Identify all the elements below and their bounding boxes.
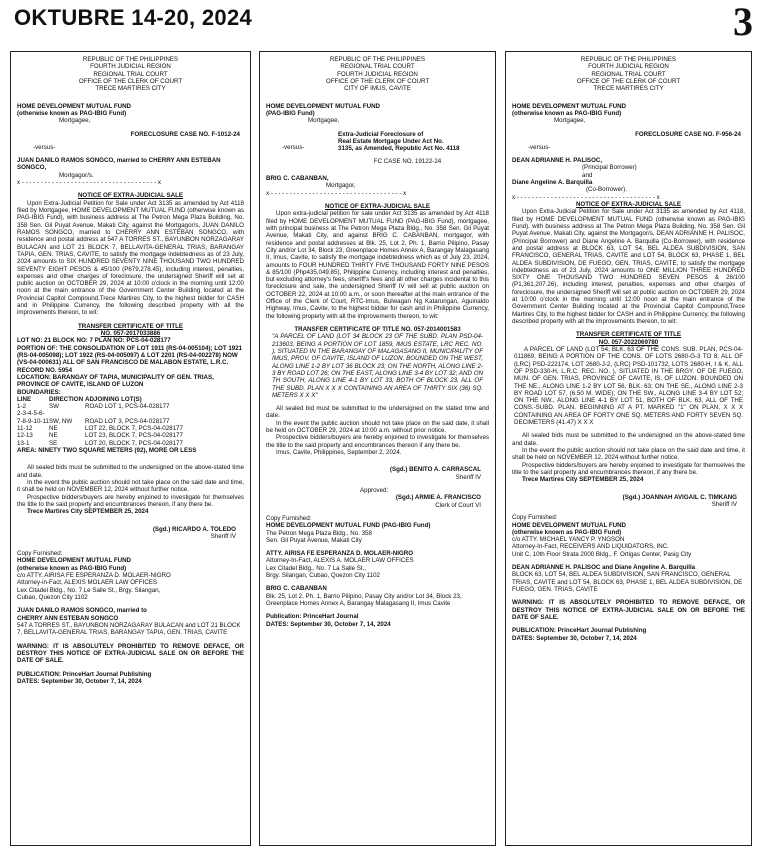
and-label: and: [582, 171, 593, 179]
court-line: REGIONAL TRIAL COURT: [340, 63, 415, 71]
copy-recipient-line: Attorney-in-Fact, ALEXIS MOLAER LAW OFFICES: [17, 579, 158, 587]
closing-paragraph: In the event the public auction should not take place on the said date and time, it shall be held on NOVEMBER 12, 2024 without further notice.: [512, 447, 745, 462]
closing-paragraph: In the event the public auction should not take place on the said date, it shall be held on OCTOBER 29, 2024 at 10:00 a.m. without prior notice.: [266, 419, 489, 435]
plaintiff-name: HOME DEVELOPMENT MUTUAL FUND: [266, 102, 381, 110]
copy-recipient: HOME DEVELOPMENT MUTUAL FUND: [17, 557, 132, 565]
closing-paragraph: In the event the public auction should not take place on the said date and time, it shall be held on NOVEMBER 12, 2024 without further notice.: [17, 478, 244, 494]
table-cell: 1-2: [17, 403, 26, 411]
plaintiff-aka: (otherwise known as PAG-IBIG Fund): [17, 109, 127, 117]
table-header: LINE: [17, 395, 32, 403]
copy-recipient-line: CHERRY ANN ESTEBAN SONGCO: [17, 614, 119, 622]
boundaries-rows: [17, 403, 244, 447]
caption-line: 3135, as Amended, Republic Act No. 4118: [338, 145, 460, 153]
copy-recipient-line: Attorney-In-Fact, RECEIVERS AND LIQUIDATORS, INC.: [512, 543, 669, 551]
closing-paragraph: Prospective bidders/buyers are hereby enjoined to investigate for themselves the title to the said property and encumbrances thereon, if any there be.: [512, 461, 745, 476]
notice-column-1: [10, 51, 251, 846]
court-line: FOURTH JUDICIAL REGION: [90, 63, 171, 71]
page-number: 3: [733, 0, 753, 44]
publication-dates: DATES: September 30, October 7, 14, 2024: [266, 620, 391, 628]
tct-boundaries-label: BOUNDARIES:: [17, 388, 61, 396]
table-cell: ROAD LOT 1, PCS-04-028177: [85, 403, 170, 411]
sheriff-signature: (Sgd.) BENITO A. CARRASCAL: [389, 466, 481, 474]
defendant-name: BRIG C. CABANBAN,: [266, 175, 329, 183]
tct-description: A PARCEL OF LAND (LOT 54, BLK. 63 OF THE CONS. SUB. PLAN, PCS-04-011869, BEING A PORTION OF THE CONS. OF LOTS 2680-G-3 TO 8, ALL OF (LRC) PSD-222174, LOT 2680-J-2, (LRC) PSD-101732, LOTS 2680-H, I & K, ALL OF PSD-330-H, L.R.C. REC. NO. ), SITUATED IN THE BRGY. OF DE FUEGO, MUN. OF GEN. TRIAS, PROVINCE OF CAVITE, IS. OF LUZON. BOUNDED ON THE NE., ALONG LINE 1-2 BY LOT 56, BLK. 63; ON THE SE., ALONG LINE 2-3 BY ROAD LOT 57, (6.50 M. WIDE); ON THE SW., ALONG LINE 3-4 BY LOT 52; ON THE NW., ALONG LINE 4-1 BY LOT 51, BOTH OF BLK. 63, ALL OF THE CONS.-SUBD. PLAN. BEGINNING AT A PT. MARKED "1" ON PLAN, X X X CONTAINING AN AREA OF FORTY ONE SQ. METERS AND FORTY SEVEN SQ. DECIMETERS (41.47) X X X: [514, 345, 743, 427]
tct-title: TRANSFER CERTIFICATE OF TITLE NO. 057-2014001583: [294, 326, 461, 333]
caption-line: Real Estate Mortgage Under Act No.: [338, 137, 444, 145]
court-line: OFFICE OF THE CLERK OF COURT: [78, 77, 183, 85]
defendant-role: Mortgagor/s.: [59, 171, 94, 179]
tct-number: NO. 057-2017033886: [100, 330, 161, 337]
page-header: [0, 0, 763, 44]
closing-paragraph: All sealed bids must be submitted to the undersigned on the above-stated time and date.: [17, 464, 244, 479]
copy-recipient-line: (otherwise known as PAG-IBIG Fund): [17, 564, 127, 572]
copy-recipient: BRIG C. CABANBAN: [266, 585, 327, 593]
publication-label: Publication: PrinceHart Journal: [266, 613, 359, 621]
tct-number: NO. 057-2022069780: [598, 338, 659, 346]
court-line: REGIONAL TRIAL COURT: [93, 70, 168, 78]
notice-title: NOTICE OF EXTRA-JUDICIAL SALE: [575, 201, 682, 208]
fc-case-number: FC CASE NO. 19122-24: [373, 157, 442, 165]
copy-recipient-line: Sen. Gil Puyat Avenue, Makati City: [266, 536, 362, 544]
table-cell: ROAD LOT 3, PCS-04-028177: [85, 417, 170, 425]
court-line: REGIONAL TRIAL COURT: [591, 70, 666, 78]
sheriff-signature: (Sgd.) JOANNAH AVIGAIL C. TIMKANG: [622, 493, 737, 501]
table-cell: LOT 20, BLOCK 7, PCS-04-028177: [85, 439, 183, 447]
plaintiff-name: HOME DEVELOPMENT MUTUAL FUND: [512, 102, 627, 110]
copy-recipient-line: (otherwise known as PAG-IBIG Fund): [512, 528, 622, 536]
co-defendant-name: Diane Angeline A. Barquilla: [512, 179, 593, 187]
tct-lot: LOT NO: 21 BLOCK NO: 7 PLAN NO: PCS-04-028177: [17, 337, 171, 345]
closing-date: Trece Martires City SEPTEMBER 25, 2024: [27, 508, 149, 516]
table-cell: 12-13: [17, 432, 33, 440]
case-number: FORECLOSURE CASE NO. F-956-24: [635, 130, 741, 138]
copy-recipient-line: Cubao, Quezon City 1102: [17, 594, 88, 601]
table-cell: 7-8-9-10-11SW, NW: [17, 417, 73, 425]
notice-body: Upon Extra-Judicial Petition for Sale under Act 3135 as amended by Act 4118 filed by Mortgagee, HOME DEVELOPMENT MUTUAL FUND (otherwise known as PAG-IBIG Fund), with business address at The Petron Mega Plaza Building, No. 358 Sen. Gil Puyat Avenue, Makati City, against the Mortgagor/s, JUAN DANILO RAMOS SONGCO, married to CHERRY ANN ESTEBAN SONGCO, with residence and postal address at 547 A TORRES ST., BAYUNBON NORZAGARAY BULACAN and LOT 21 BLOCK 7, BELLAVITA-GENERAL TRIAS, BARANGAY TAPIA, GEN. TRIAS, CAVITE, to satisfy the mortgage indebtedness as of 23 July, 2024 amounts to SIX HUNDRED SEVENTY NINE THOUSAND TWO HUNDRED SEVENTY EIGHT PESOS & 45/100 (P679,278.45), including interest, penalties, expenses and other charges of foreclosure, the undersigned Sheriff will set at public auction on OCTOBER 29, 2024 at 10:00 o'clock in the morning until 12:00 noon at the main entrance of the Government Center Building located at the Provincial Capitol Compound,Trece Martires City, to the highest bidder for CASH and in Philippine Currency, the following described property with all the improvements thereon, to wit:: [17, 199, 244, 317]
defendant-role: (Principal Borrower): [582, 164, 637, 172]
sheriff-title: Sheriff IV: [455, 473, 481, 481]
case-number: FORECLOSURE CASE NO. F-1012-24: [130, 130, 240, 138]
warning-text: WARNING: IT IS ABSOLUTELY PROHIBITED TO REMOVE DEFACE, OR DESTROY THIS NOTICE OF EXTRA-JUDICIAL SALE ON OR BEFORE THE DATE OF SALE.: [17, 642, 244, 665]
copy-recipient-line: The Petron Mega Plaza Bldg., No. 358: [266, 529, 372, 537]
plaintiff-aka: (PAG-IBIG Fund): [266, 109, 315, 117]
table-header: DIRECTION: [49, 395, 84, 403]
court-line: REPUBLIC OF THE PHILIPPINES: [82, 56, 179, 63]
tct-title: TRANSFER CERTIFICATE OF TITLE: [77, 322, 184, 330]
court-line: REPUBLIC OF THE PHILIPPINES: [580, 56, 677, 63]
issue-date-title: OKTUBRE 14-20, 2024: [14, 5, 253, 30]
notice-column-3: [505, 51, 752, 846]
caption-divider: x - - - - - - - - - - - - - - - - - - - - - - - - - - - - - - - - - - - - - x: [512, 193, 660, 201]
caption-divider: x - - - - - - - - - - - - - - - - - - - - - - - - - - - - - - - - - - - x: [266, 189, 407, 197]
copy-furnished-label: Copy Furnished:: [266, 514, 312, 522]
court-line: OFFICE OF THE CLERK OF COURT: [576, 77, 681, 85]
notice-title: NOTICE OF EXTRA-JUDICIAL SALE: [77, 192, 184, 200]
sheriff-title: Sheriff IV: [711, 500, 737, 508]
copy-recipient-line: Lex Citadel Bldg., No. 7 Le Salle St., Brgy. Silangan,: [17, 586, 161, 594]
co-defendant-role: (Co-Borrower).: [586, 186, 627, 194]
copy-recipient-line: Unit C, 10th Floor Strata 2000 Bldg., F. Ortigas Center, Pasig City: [512, 550, 692, 558]
closing-date: Trece Martires City SEPTEMBER 25, 2024: [522, 476, 644, 484]
publication-label: PUBLICATION: PrinceHart Journal Publishing: [17, 670, 152, 678]
copy-recipient-line: Attorney-In-Fact, ALEXIS A. MOLAER LAW OFFICES: [266, 557, 414, 565]
copy-recipient: HOME DEVELOPMENT MUTUAL FUND (PAG-IBIG Fund): [266, 522, 431, 530]
versus-label: -versus-: [282, 144, 305, 152]
copy-recipient-line: Lex Citadel Bldg., No. 7 La Salle St.,: [266, 564, 367, 572]
table-cell: SW: [49, 403, 59, 411]
court-line: OFFICE OF THE CLERK OF COURT: [325, 77, 430, 85]
defendant-name: JUAN DANILO RAMOS SONGCO, married to CHERRY ANN ESTEBAN SONGCO,: [17, 157, 221, 172]
notice-column-2: [259, 51, 496, 846]
plaintiff-role: Mortgagee,: [59, 117, 91, 125]
table-cell: NE: [49, 432, 58, 440]
copy-recipient-line: 547 A TORRES ST., BAYUNBON NORZAGARAY BULACAN and LOT 21 BLOCK 7, BELLAVITA-GENERAL TRIAS, BARANGAY TAPIA, GEN. TRIAS, CAVITE: [17, 621, 241, 637]
court-heading: [512, 56, 745, 93]
defendant-name: DEAN ADRIANNE H. PALISOC,: [512, 157, 603, 165]
table-cell: LOT 22, BLOCK 7, PCS-04-028177: [85, 425, 183, 433]
tct-title: TRANSFER CERTIFICATE OF TITLE: [575, 331, 682, 339]
copy-recipient-line: c/o ATTY. AIRISA FE ESPERANZA D. MOLAER-NIGRO: [17, 572, 171, 580]
court-line: CITY OF IMUS, CAVITE: [344, 85, 411, 93]
publication-dates: DATES: September 30, October 7, 14, 2024: [512, 634, 637, 642]
court-line: FOURTH JUDICIAL REGION: [337, 70, 418, 78]
tct-location: LOCATION: BARANGAY OF TAPIA, MUNICIPALITY OF GEN. TRIAS, PROVINCE OF CAVITE, ISLAND OF LUZON: [17, 373, 214, 389]
table-header: ADJOINING LOT(S): [85, 395, 142, 403]
caption-divider: x - - - - - - - - - - - - - - - - - - - - - - - - - - - - - - - - - - - - x: [17, 179, 161, 187]
versus-label: -versus-: [528, 143, 551, 151]
warning-text: WARNING: IT IS ABSOLUTELY PROHIBITED TO REMOVE DEFACE, OR DESTROY THIS NOTICE OF EXTRA-JUDICIAL SALE ON OR BEFORE THE DATE OF SALE.: [512, 599, 745, 621]
plaintiff-role: Mortgagee,: [554, 117, 586, 125]
tct-description: "A PARCEL OF LAND (LOT 34 BLOCK 23 OF THE SUBD. PLAN PSD-04-213603, BEING A PORTION OF LOT 1859, IMUS ESTATE, LRC REC. NO. ), SITUATED IN THE BARANGAY OF MALAGASANG II, MUNICIPALITY OF IMUS, PROV. OF CAVITE, ISLAND OF LUZON. BOUNDED ON THE WEST, ALONG LINE 1-2 BY LOT 36 BLOCK 23; ON THE NORTH, ALONG LINE 2-3 BY ROAD LOT 26; ON THE EAST, ALONG LINE 3-4 BY LOT 32; AND ON TH SOUTH, ALONG LINE 4-1 BY LOT 33, BOTH OF BLOCK 23, ALL OF THE SUBD. PLAN X X X CONTAINING AN AREA OF THIRTY SIX (36) SQ. METERS X X X": [272, 333, 483, 399]
boundaries-table: [17, 396, 244, 403]
court-heading: [17, 56, 244, 93]
notice-title: NOTICE OF EXTRA-JUDICIAL SALE: [324, 203, 431, 210]
plaintiff-aka: (otherwise known as PAG-IBIG Fund): [512, 109, 622, 117]
closing-paragraph: All sealed bids must be submitted to the undersigned on the above-stated time and date.: [512, 432, 745, 447]
approved-label: Approved:: [360, 486, 389, 494]
table-cell: SE: [49, 439, 58, 447]
copy-recipient-line: c/o ATTY. MICHAEL YANCY P. YNGSON: [512, 536, 625, 544]
court-line: FOURTH JUDICIAL REGION: [588, 63, 669, 71]
defendant-role: Mortgagor,: [326, 182, 356, 190]
closing-paragraph: All sealed bid must be submitted to the undersigned on the stated time and date.: [266, 405, 489, 420]
copy-recipient-line: Blk. 25, Lot 2, Ph. 1, Barrio Pilipino, Pasay City and/or Lot 34, Block 23, Greenplace Homes Annex A, Barangay Malagasang II, Imus Cavite: [266, 592, 462, 607]
notice-body: Upon Extra-Judicial Petition for Sale under Act 3135 as amended by Act 4118, filed by HOME DEVELOPMENT MUTUAL FUND (otherwise known as PAG-IBIG Fund), with business address at The Petron Mega Plaza Building, No. 358 Sen. Gil Puyat Avenue, Makati City, against the Mortgagor/s, DEAN ADRIANNE H. PALISOC, (Principal Borrower) and Diane Angeline A. Barquilla (Co-Borrower), with residence and postal address at BLOCK 63, LOT 54, BEL ALDEA SUBDIVISION, SAN FRANCISCO, GENERAL TRIAS, CAVITE and LOT 54, BLOCK 63, PHASE 1, BEL ALDEA SUBDIVISION, DE FUEGO, GEN. TRIAS, CAVITE, to satisfy the mortgage indebtedness as of 23 July, 2024 amounts to ONE MILLION THREE HUNDRED SIXTY ONE THOUSAND TWO HUNDRED SEVEN PESOS & 26/100 (P1,361,207.26), including interest, penalties, expenses and other charges of foreclosure, the undersigned Sheriff will set at public auction on OCTOBER 29, 2024 at 10:00 o'clock in the morning until 12:00 noon at the main entrance of the Government Center Building located at the Provincial Capitol Compound,Trece Martires City, to the highest bidder for CASH and in Philippine Currency, the following described property with all the improvements thereon, to wit:: [512, 208, 745, 325]
table-cell: LOT 23, BLOCK 7, PCS-04-028177: [85, 432, 183, 440]
closing-paragraph: Prospective bidders/buyers are hereby enjoined to investigate for themselves the title to the said property and encumbrances thereon if any there be.: [266, 434, 489, 449]
notice-body: Upon extra-judicial petition for sale under Act 3135 as amended by Act 4118 filed by HOME DEVELOPMENT MUTUAL FUND (PAG-IBIG Fund), mortgagee, with principal business at The Petron Mega Plaza Bldg., No. 358 Sen. Gil Puyat Avenue, Makati City, and against BRIG C. CABANBAN, mortgagor, with residence and postal addresses at Blk. 25, Lot 2, Ph. 1, Barrio Pilipino, Pasay City and/or Lot 34, Block 23, Greenplace Homes Annex A, Barangay Malagasang II, Imus, Cavite, to satisfy the mortgage indebtedness which as of July 23, 2024, amounts to FOUR HUNDRED THIRTY FIVE THOUSAND FORTY NINE PESOS & 85/100 (Php435,049.85), Philippine Currency, including interest and penalties, but excluding attorney's fees, sheriff's fees and all other charges incidental to this foreclosure and sale, the undersigned Sheriff IV will sell at public auction on OCTOBER 22, 2024 at 10:00 a.m., or soon thereafter at the main entrance of the Office of the Clerk of Court, RTC-Imus, Bulwagan Ng Katarungan, Aguinaldo Highway, Imus, Cavite, to the highest bidder for cash and in Philippine Currency, the following property with all the improvements thereon, to wit:: [266, 210, 489, 320]
copy-recipient-line: BLOCK 63, LOT 54, BEL ALDEA SUBDIVISION, SAN FRANCISCO, GENERAL TRIAS, CAVITE and LOT 54, BLOCK 63, PHASE 1, BEL ALDEA SUBDIVISION, DE FUEGO, GEN. TRIAS, CAVITE: [512, 571, 743, 593]
copy-recipient-line: Brgy. Silangan, Cubao, Quezon City 1102: [266, 572, 380, 580]
publication-label: PUBLICATION: PrinceHart Journal Publishing: [512, 627, 647, 635]
court-line: TRECE MARTIRES CITY: [95, 85, 166, 93]
copy-furnished-label: Copy Furnished:: [17, 550, 63, 558]
publication-dates: DATES: September 30, October 7, 14, 2024: [17, 677, 142, 685]
copy-recipient: DEAN ADRIANNE H. PALISOC and Diane Angeline A. Barquilla: [512, 564, 696, 572]
tct-portion: PORTION OF: THE CONSOLIDATION OF LOT 1911 (RS-04-005104); LOT 1921 (RS-04-005098); LOT 1922 (RS-04-005097) & LOT 2201 (RS-04-002278) NOW (VS-04-000631) ALL OF SAN FRANCISCO DE MALABON ESTATE, L.R.C. RECORD NO. 5954: [17, 344, 243, 374]
copy-furnished-label: Copy Furnished:: [512, 514, 558, 522]
sheriff-signature: (Sgd.) RICARDO A. TOLEDO: [152, 525, 236, 533]
plaintiff-name: HOME DEVELOPMENT MUTUAL FUND: [17, 102, 132, 110]
court-line: REPUBLIC OF THE PHILIPPINES: [329, 56, 426, 63]
sheriff-title: Sheriff IV: [210, 532, 236, 540]
approver-signature: (Sgd.) ARMIE A. FRANCISCO: [395, 494, 481, 502]
copy-recipient: ATTY. AIRISA FE ESPERANZA D. MOLAER-NIGRO: [266, 550, 414, 558]
copy-recipient: JUAN DANILO RAMOS SONGCO, married to: [17, 607, 147, 615]
table-cell: 11-12: [17, 425, 33, 433]
table-cell: NE: [49, 425, 58, 433]
plaintiff-role: Mortgagee,: [308, 117, 340, 125]
court-line: TRECE MARTIRES CITY: [593, 85, 664, 93]
court-heading: [266, 56, 489, 93]
caption-line: Extra-Judicial Foreclosure of: [338, 130, 424, 138]
property-area: AREA: NINETY TWO SQUARE METERS (92), MORE OR LESS: [17, 447, 197, 454]
table-cell: 2-3-4-5-6-: [17, 410, 45, 418]
versus-label: -versus-: [33, 143, 56, 151]
closing-date: Imus, Cavite, Philippines, September 2, 2024.: [276, 449, 402, 456]
closing-paragraph: Prospective bidders/buyers are hereby enjoined to investigate for themselves the title to the said property and encumbrances thereon, if any there be.: [17, 493, 244, 508]
copy-recipient: HOME DEVELOPMENT MUTUAL FUND: [512, 521, 627, 529]
table-cell: 13-1: [17, 439, 30, 447]
approver-title: Clerk of Court VI: [435, 501, 481, 509]
